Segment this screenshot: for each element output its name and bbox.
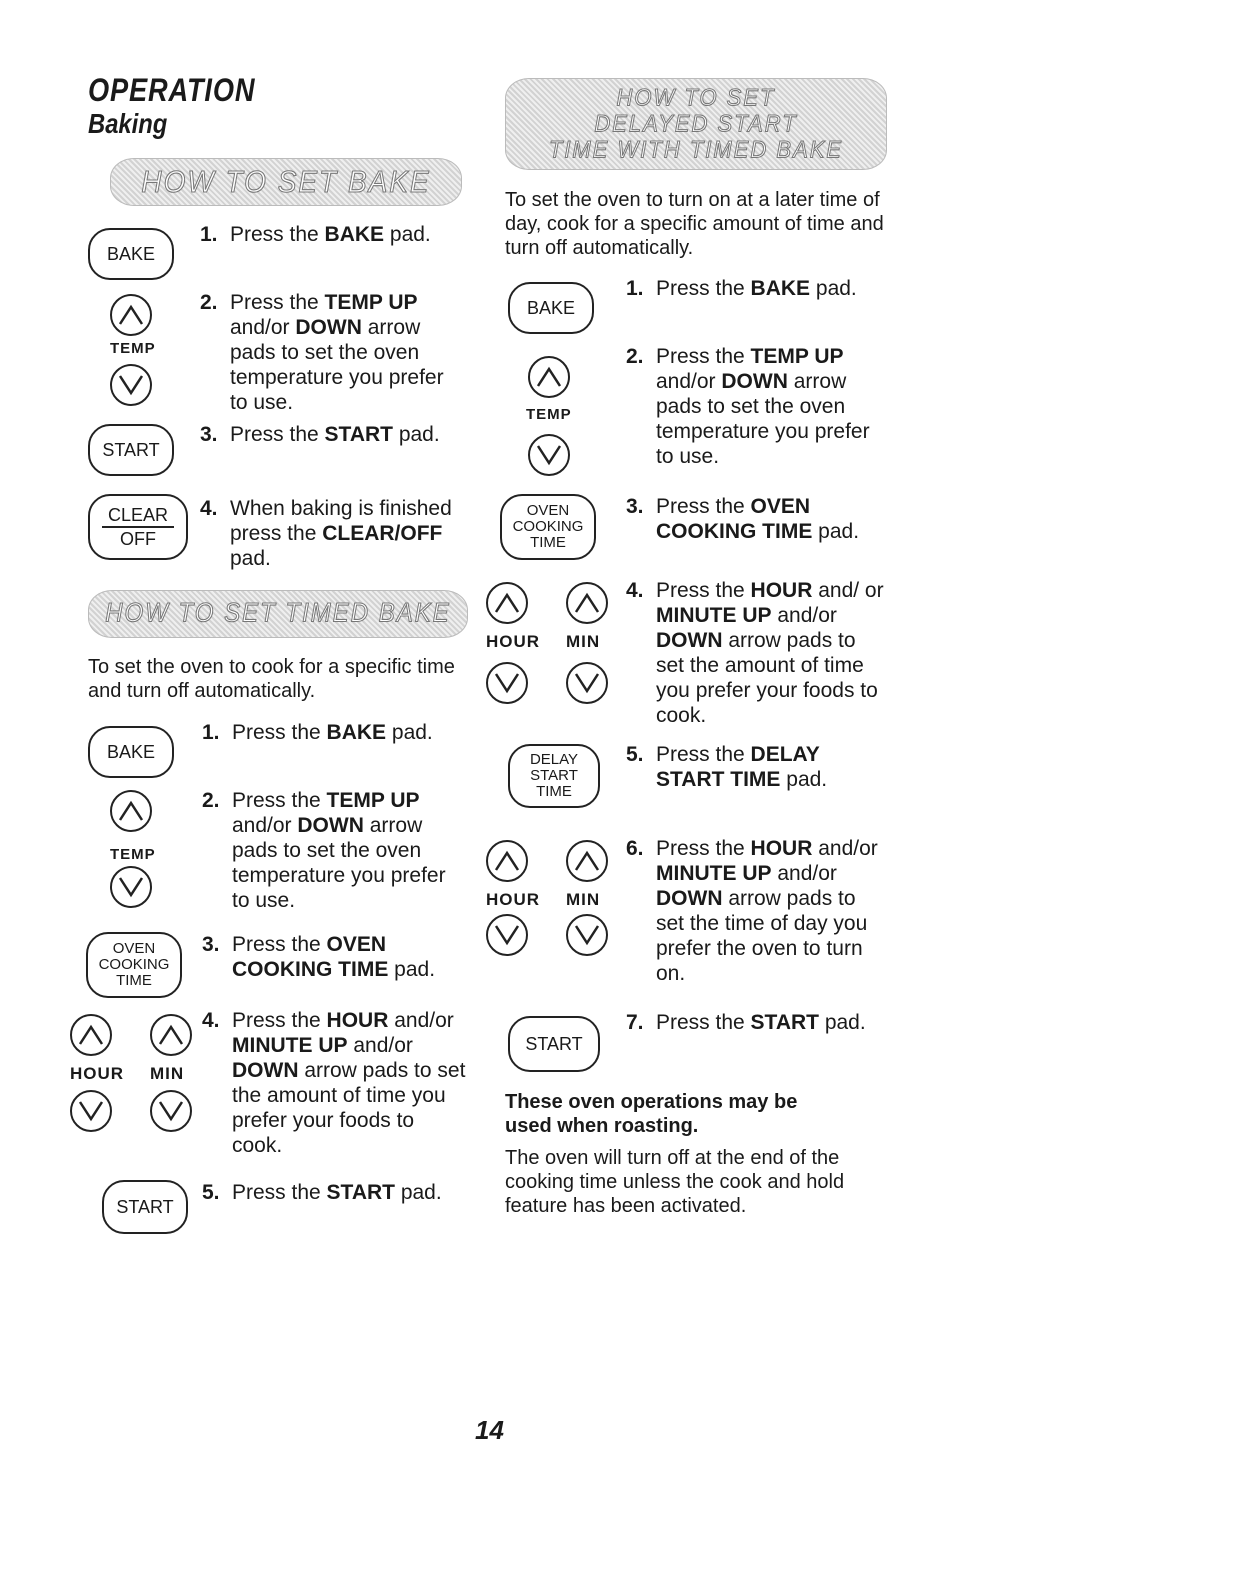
- temp-label: TEMP: [110, 340, 156, 357]
- temp-up-arrow-icon: [110, 790, 152, 832]
- roasting-note: The oven will turn off at the end of the cooking time unless the cook and hold feature has been activated.: [505, 1147, 845, 1217]
- min-down-arrow-icon: [566, 914, 608, 956]
- min-down-arrow-icon: [566, 662, 608, 704]
- banner-how-to-set-timed-bake: [88, 590, 468, 638]
- step-3: 3. Press the OVEN COOKING TIME pad.: [202, 933, 436, 981]
- start-pad: START: [88, 424, 174, 476]
- timed-bake-intro: To set the oven to cook for a specific time and turn off automatically.: [88, 656, 455, 702]
- start-pad: START: [102, 1180, 188, 1234]
- min-down-arrow-icon: [150, 1090, 192, 1132]
- step-4: 4. Press the HOUR and/or MINUTE UP and/or DOWN arrow pads to set the amount of time you prefer your foods to cook.: [202, 1009, 466, 1157]
- temp-up-arrow-icon: [528, 356, 570, 398]
- hour-label: HOUR: [486, 632, 541, 651]
- bake-pad: BAKE: [508, 282, 594, 334]
- banner-text: HOW TO SET BAKE: [141, 164, 431, 199]
- step-1: 1. Press the BAKE pad.: [202, 721, 433, 744]
- step-7: 7. Press the START pad.: [626, 1011, 866, 1034]
- hour-down-arrow-icon: [486, 662, 528, 704]
- hour-label: HOUR: [486, 890, 541, 909]
- bake-pad: BAKE: [88, 228, 174, 280]
- hour-label: HOUR: [70, 1064, 125, 1083]
- temp-down-arrow-icon: [528, 434, 570, 476]
- hour-down-arrow-icon: [70, 1090, 112, 1132]
- step-5: 5. Press the START pad.: [202, 1181, 442, 1204]
- hour-up-arrow-icon: [486, 840, 528, 882]
- temp-label: TEMP: [526, 406, 572, 423]
- hour-up-arrow-icon: [70, 1014, 112, 1056]
- temp-down-arrow-icon: [110, 364, 152, 406]
- temp-down-arrow-icon: [110, 866, 152, 908]
- temp-label: TEMP: [110, 846, 156, 863]
- page-title: OPERATION: [88, 72, 256, 108]
- step-2: 2. Press the TEMP UP and/or DOWN arrow pads to set the oven temperature you prefer to use.: [200, 291, 444, 414]
- step-6: 6. Press the HOUR and/or MINUTE UP and/or DOWN arrow pads to set the time of day you prefer the oven to turn on.: [626, 837, 878, 985]
- delay-start-time-pad: DELAY START TIME: [508, 744, 600, 808]
- step-2: 2. Press the TEMP UP and/or DOWN arrow pads to set the oven temperature you prefer to use.: [202, 789, 446, 912]
- step-2: 2. Press the TEMP UP and/or DOWN arrow pads to set the oven temperature you prefer to use.: [626, 345, 870, 468]
- clear-off-pad: CLEAR OFF: [88, 494, 188, 560]
- page-number: 14: [475, 1415, 504, 1445]
- banner-delayed-start: HOW TO SET DELAYED START TIME WITH TIMED BAKE: [505, 78, 887, 170]
- temp-up-arrow-icon: [110, 294, 152, 336]
- start-pad: START: [508, 1016, 600, 1072]
- roasting-note-heading: These oven operations may be used when roasting.: [505, 1091, 798, 1137]
- min-up-arrow-icon: [566, 840, 608, 882]
- min-label: MIN: [566, 890, 601, 909]
- step-4: 4. Press the HOUR and/ or MINUTE UP and/or DOWN arrow pads to set the amount of time you prefer your foods to cook.: [626, 579, 884, 727]
- min-up-arrow-icon: [150, 1014, 192, 1056]
- step-1: 1. Press the BAKE pad.: [200, 223, 431, 246]
- min-up-arrow-icon: [566, 582, 608, 624]
- banner-text: HOW TO SET TIMED BAKE: [105, 598, 451, 629]
- step-1: 1. Press the BAKE pad.: [626, 277, 857, 300]
- step-4: 4. When baking is finished press the CLEAR/OFF pad.: [200, 497, 452, 570]
- step-3: 3. Press the START pad.: [200, 423, 440, 446]
- oven-cooking-time-pad: OVEN COOKING TIME: [86, 932, 182, 998]
- hour-down-arrow-icon: [486, 914, 528, 956]
- min-label: MIN: [566, 632, 601, 651]
- min-label: MIN: [150, 1064, 185, 1083]
- delayed-start-intro: To set the oven to turn on at a later time of day, cook for a specific amount of time and turn off automatically.: [505, 189, 884, 259]
- bake-pad: BAKE: [88, 726, 174, 778]
- step-5: 5. Press the DELAY START TIME pad.: [626, 743, 828, 791]
- banner-how-to-set-bake: [110, 158, 462, 206]
- page-subtitle: Baking: [88, 108, 168, 139]
- step-3: 3. Press the OVEN COOKING TIME pad.: [626, 495, 860, 543]
- hour-up-arrow-icon: [486, 582, 528, 624]
- oven-cooking-time-pad: OVEN COOKING TIME: [500, 494, 596, 560]
